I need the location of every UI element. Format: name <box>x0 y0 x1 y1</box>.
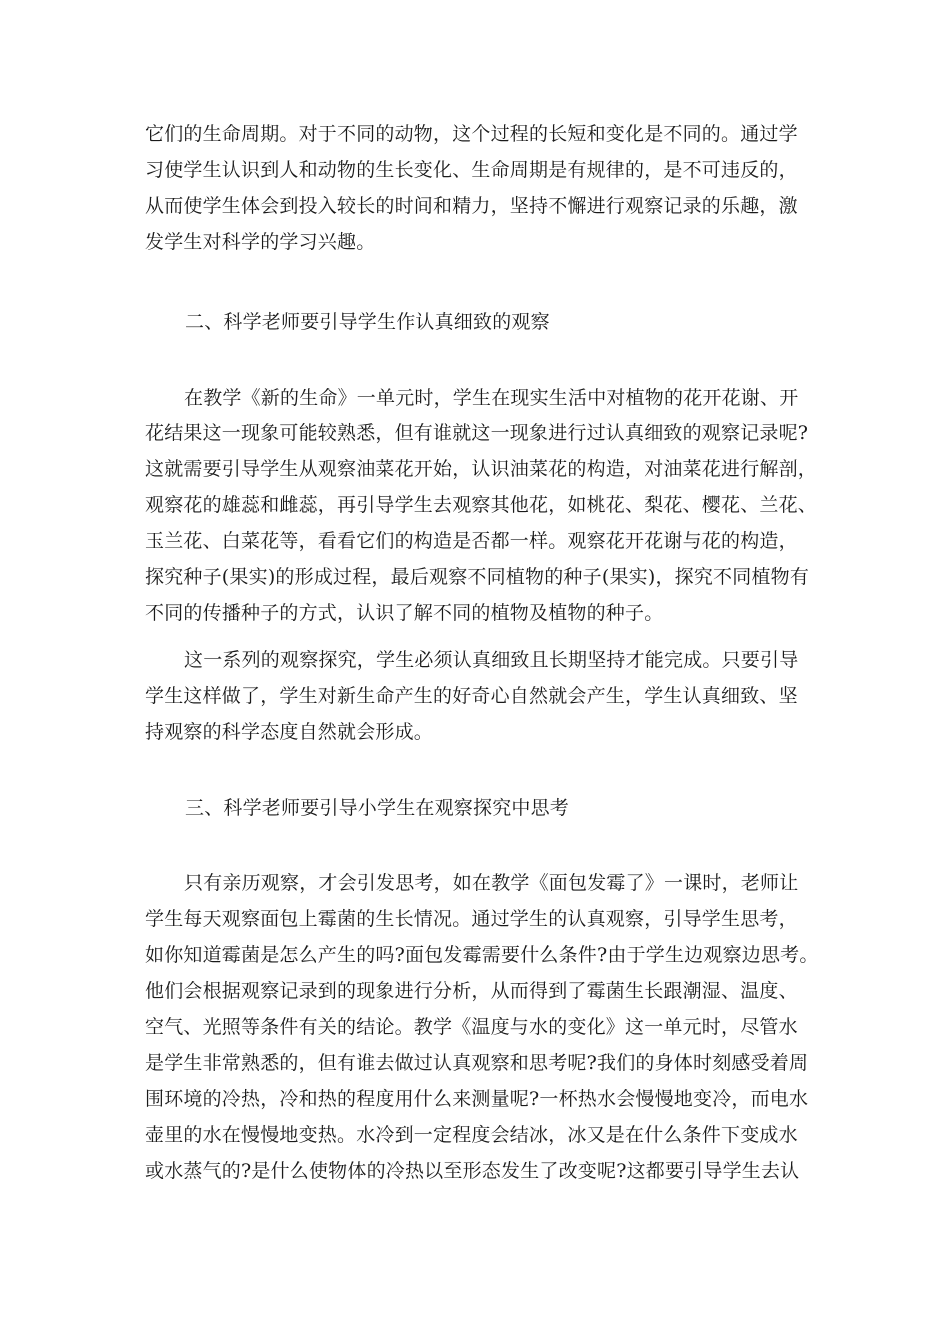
paragraph-line: 观察花的雄蕊和雌蕊，再引导学生去观察其他花，如桃花、梨花、樱花、兰花、 <box>145 494 818 516</box>
paragraph-line: 这就需要引导学生从观察油菜花开始，认识油菜花的构造，对油菜花进行解剖， <box>145 458 818 480</box>
paragraph-line: 如你知道霉菌是怎么产生的吗?面包发霉需要什么条件?由于学生边观察边思考。 <box>145 944 819 966</box>
paragraph-line: 他们会根据观察记录到的现象进行分析，从而得到了霉菌生长跟潮湿、温度、 <box>145 980 798 1002</box>
paragraph-line: 这一系列的观察探究，学生必须认真细致且长期坚持才能完成。只要引导 <box>184 649 799 671</box>
paragraph-line: 学生每天观察面包上霉菌的生长情况。通过学生的认真观察，引导学生思考， <box>145 908 798 930</box>
paragraph-line: 它们的生命周期。对于不同的动物，这个过程的长短和变化是不同的。通过学 <box>145 123 798 145</box>
paragraph-line: 壶里的水在慢慢地变热。水冷到一定程度会结冰，冰又是在什么条件下变成水 <box>145 1124 798 1146</box>
paragraph-line: 探究种子(果实)的形成过程，最后观察不同植物的种子(果实)，探究不同植物有 <box>145 566 810 588</box>
paragraph-line: 是学生非常熟悉的，但有谁去做过认真观察和思考呢?我们的身体时刻感受着周 <box>145 1052 809 1074</box>
section-heading: 二、科学老师要引导学生作认真细致的观察 <box>185 311 550 333</box>
paragraph-line: 在教学《新的生命》一单元时，学生在现实生活中对植物的花开花谢、开 <box>184 387 799 409</box>
paragraph-line: 空气、光照等条件有关的结论。教学《温度与水的变化》这一单元时，尽管水 <box>145 1016 798 1038</box>
paragraph-line: 花结果这一现象可能较熟悉，但有谁就这一现象进行过认真细致的观察记录呢? <box>145 422 809 444</box>
paragraph-line: 从而使学生体会到投入较长的时间和精力，坚持不懈进行观察记录的乐趣，激 <box>145 195 798 217</box>
section-heading: 三、科学老师要引导小学生在观察探究中思考 <box>185 797 570 819</box>
paragraph-line: 围环境的冷热，冷和热的程度用什么来测量呢?一杯热水会慢慢地变冷，而电水 <box>145 1088 809 1110</box>
paragraph-line: 持观察的科学态度自然就会形成。 <box>145 721 434 743</box>
paragraph-line: 或水蒸气的?是什么使物体的冷热以至形态发生了改变呢?这都要引导学生去认 <box>145 1160 800 1182</box>
paragraph-line: 习使学生认识到人和动物的生长变化、生命周期是有规律的，是不可违反的， <box>145 159 798 181</box>
paragraph-line: 玉兰花、白菜花等，看看它们的构造是否都一样。观察花开花谢与花的构造， <box>145 530 798 552</box>
paragraph-line: 学生这样做了，学生对新生命产生的好奇心自然就会产生，学生认真细致、坚 <box>145 685 798 707</box>
paragraph-line: 不同的传播种子的方式，认识了解不同的植物及植物的种子。 <box>145 602 664 624</box>
paragraph-line: 发学生对科学的学习兴趣。 <box>145 231 376 253</box>
paragraph-line: 只有亲历观察，才会引发思考，如在教学《面包发霉了》一课时，老师让 <box>184 872 799 894</box>
